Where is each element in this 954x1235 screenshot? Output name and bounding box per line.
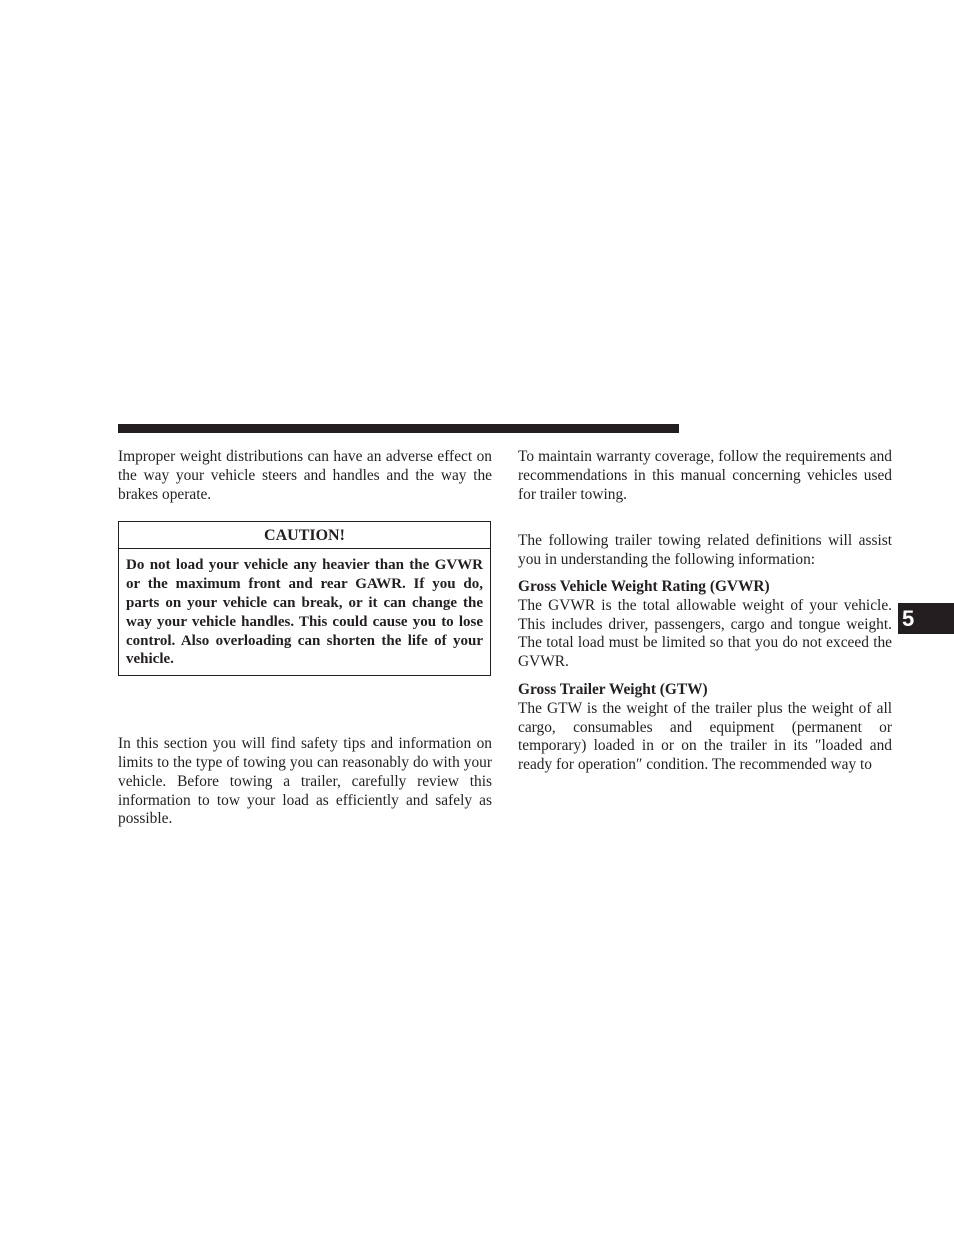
weight-distribution-paragraph: Improper weight distributions can have an adverse effect on the way your vehicle steers and handles and the way the brakes operate. [118,448,492,503]
right-column [518,448,892,775]
gtw-definition: The GTW is the weight of the trailer plus the weight of all cargo, consumables and equipment (permanent or temporary) loaded in or on the trailer in its ″loaded and ready for operation″ condition. The recommended way to [518,699,892,774]
warranty-paragraph: To maintain warranty coverage, follow the requirements and recommendations in this manual concerning vehicles used for trailer towing. [518,448,892,503]
towing-intro-paragraph: In this section you will find safety tips and information on limits to the type of towing you can reasonably do with your vehicle. Before towing a trailer, carefully review this information to tow your load as efficiently and safely as possible. [118,735,492,828]
gvwr-term: Gross Vehicle Weight Rating (GVWR) [518,577,770,595]
caution-text: Do not load your vehicle any heavier than the GVWR or the maximum front and rear GAWR. If you do, parts on your vehicle can break, or it can change the way your vehicle handles. This could cause you to lose control. Also overloading can shorten the life of your vehicle. [126,557,483,668]
gtw-term: Gross Trailer Weight (GTW) [518,680,708,698]
left-column [118,448,492,829]
caution-box [118,521,491,676]
definitions-intro-paragraph: The following trailer towing related definitions will assist you in understanding the following information: [518,532,892,569]
section-header-rule [118,424,679,433]
caution-title: CAUTION! [119,522,490,549]
gvwr-definition: The GVWR is the total allowable weight of your vehicle. This includes driver, passengers, cargo and tongue weight. The total load must be limited so that you do not exceed the GVWR. [518,596,892,671]
chapter-number: 5 [902,606,915,631]
chapter-tab [898,603,954,634]
